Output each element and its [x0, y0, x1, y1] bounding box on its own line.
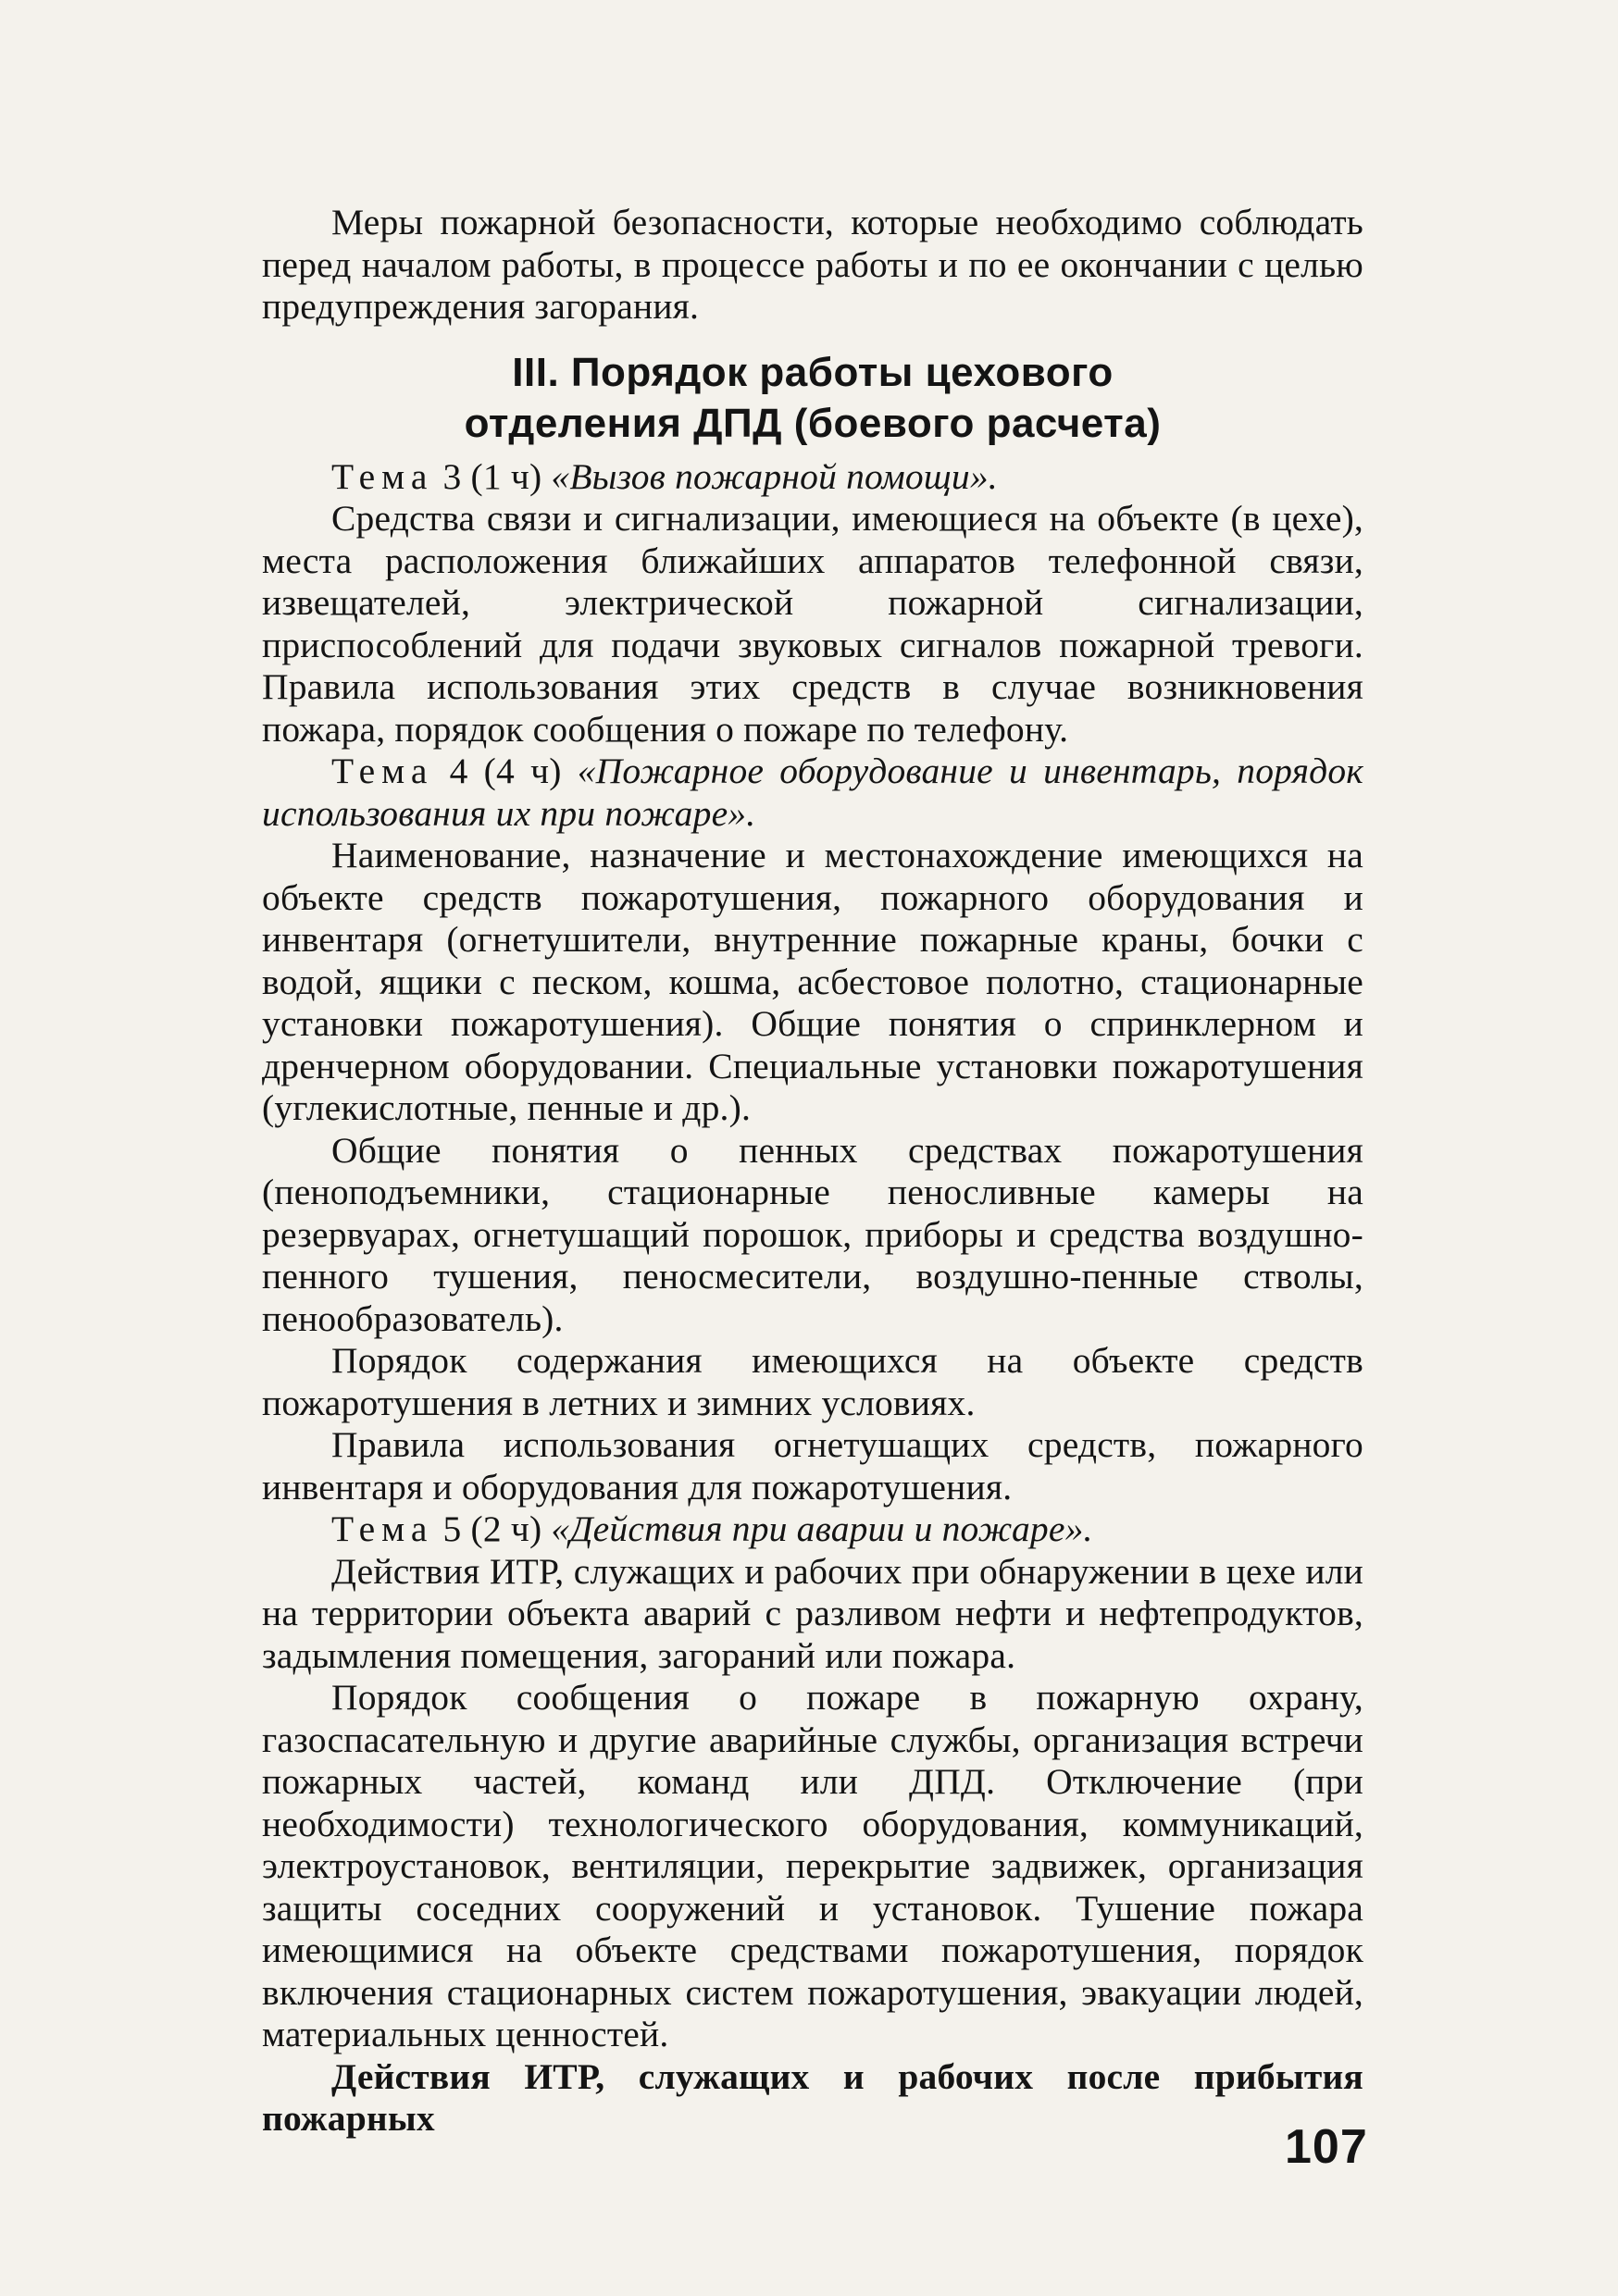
- topic5-body-3: Действия ИТР, служащих и рабочих после прибытия пожарных: [262, 2055, 1363, 2139]
- topic5-heading: [262, 1508, 1363, 1551]
- page-number: 107: [1285, 2120, 1368, 2174]
- section-heading: [262, 347, 1363, 449]
- topic3-title: «Вызов пожарной помощи».: [551, 455, 998, 497]
- topic4-body-1: Наименование, назначение и местонахождение имеющихся на объекте средств пожаротушения, пожарного оборудования и инвентаря (огнетушители, внутренние пожарные краны, бочки с водой, ящики с песком, кошма, асбестовое полотно, стационарные установки пожаротушения). Общие понятия о спринклерном и дренчерном оборудовании. Специальные установки пожаротушения (углекислотные, пенные и др.).: [262, 835, 1363, 1128]
- topic3-heading: [262, 456, 1363, 499]
- page-body: [262, 202, 1363, 2141]
- section-heading-line1: III. Порядок работы цехового: [512, 349, 1114, 395]
- topic3-body: Средства связи и сигнализации, имеющиеся на объекте (в цехе), места расположения ближайших аппаратов телефонной связи, извещателей, электрической пожарной сигнализации, приспособлений для подачи звуковых сигналов пожарной тревоги. Правила использования этих средств в случае возникновения пожара, порядок сообщения о пожаре по телефону.: [262, 498, 1363, 750]
- topic3-number: 3 (1 ч): [433, 455, 552, 497]
- topic4-heading: [262, 751, 1363, 835]
- section-heading-line2: отделения ДПД (боевого расчета): [464, 400, 1162, 446]
- topic4-body-3: Порядок содержания имеющихся на объекте средств пожаротушения в летних и зимних условиях.: [262, 1340, 1363, 1423]
- topic4-body-4: Правила использования огнетушащих средств, пожарного инвентаря и оборудования для пожаротушения.: [262, 1424, 1363, 1508]
- topic5-label: Тема: [331, 1508, 434, 1549]
- topic5-number: 5 (2 ч): [433, 1508, 552, 1549]
- topic5-title: «Действия при аварии и пожаре».: [551, 1508, 1093, 1549]
- intro-paragraph: Меры пожарной безопасности, которые необходимо соблюдать перед началом работы, в процессе работы и по ее окончании с целью предупреждения загорания.: [262, 202, 1363, 327]
- topic4-label: Тема: [331, 751, 434, 791]
- topic5-body-1: Действия ИТР, служащих и рабочих при обнаружении в цехе или на территории объекта аварий с разливом нефти и нефтепродуктов, задымления помещения, загораний или пожара.: [262, 1550, 1363, 1676]
- topic5-body-2: Порядок сообщения о пожаре в пожарную охрану, газоспасательную и другие аварийные службы, организация встречи пожарных частей, команд или ДПД. Отключение (при необходимости) технологического оборудования, коммуникаций, электроустановок, вентиляции, перекрытие задвижек, организация защиты соседних сооружений и установок. Тушение пожара имеющимися на объекте средствами пожаротушения, порядок включения стационарных систем пожаротушения, эвакуации людей, материальных ценностей.: [262, 1677, 1363, 2054]
- topic4-body-2: Общие понятия о пенных средствах пожаротушения (пеноподъемники, стационарные пеносливные камеры на резервуарах, огнетушащий порошок, приборы и средства воздушно-пенного тушения, пеносмесители, воздушно-пенные стволы, пенообразователь).: [262, 1129, 1363, 1339]
- topic4-number: 4 (4 ч): [433, 751, 578, 791]
- topic4-title: «Пожарное оборудование и инвентарь, порядок использования их при пожаре».: [262, 751, 1363, 834]
- topic3-label: Тема: [331, 455, 434, 497]
